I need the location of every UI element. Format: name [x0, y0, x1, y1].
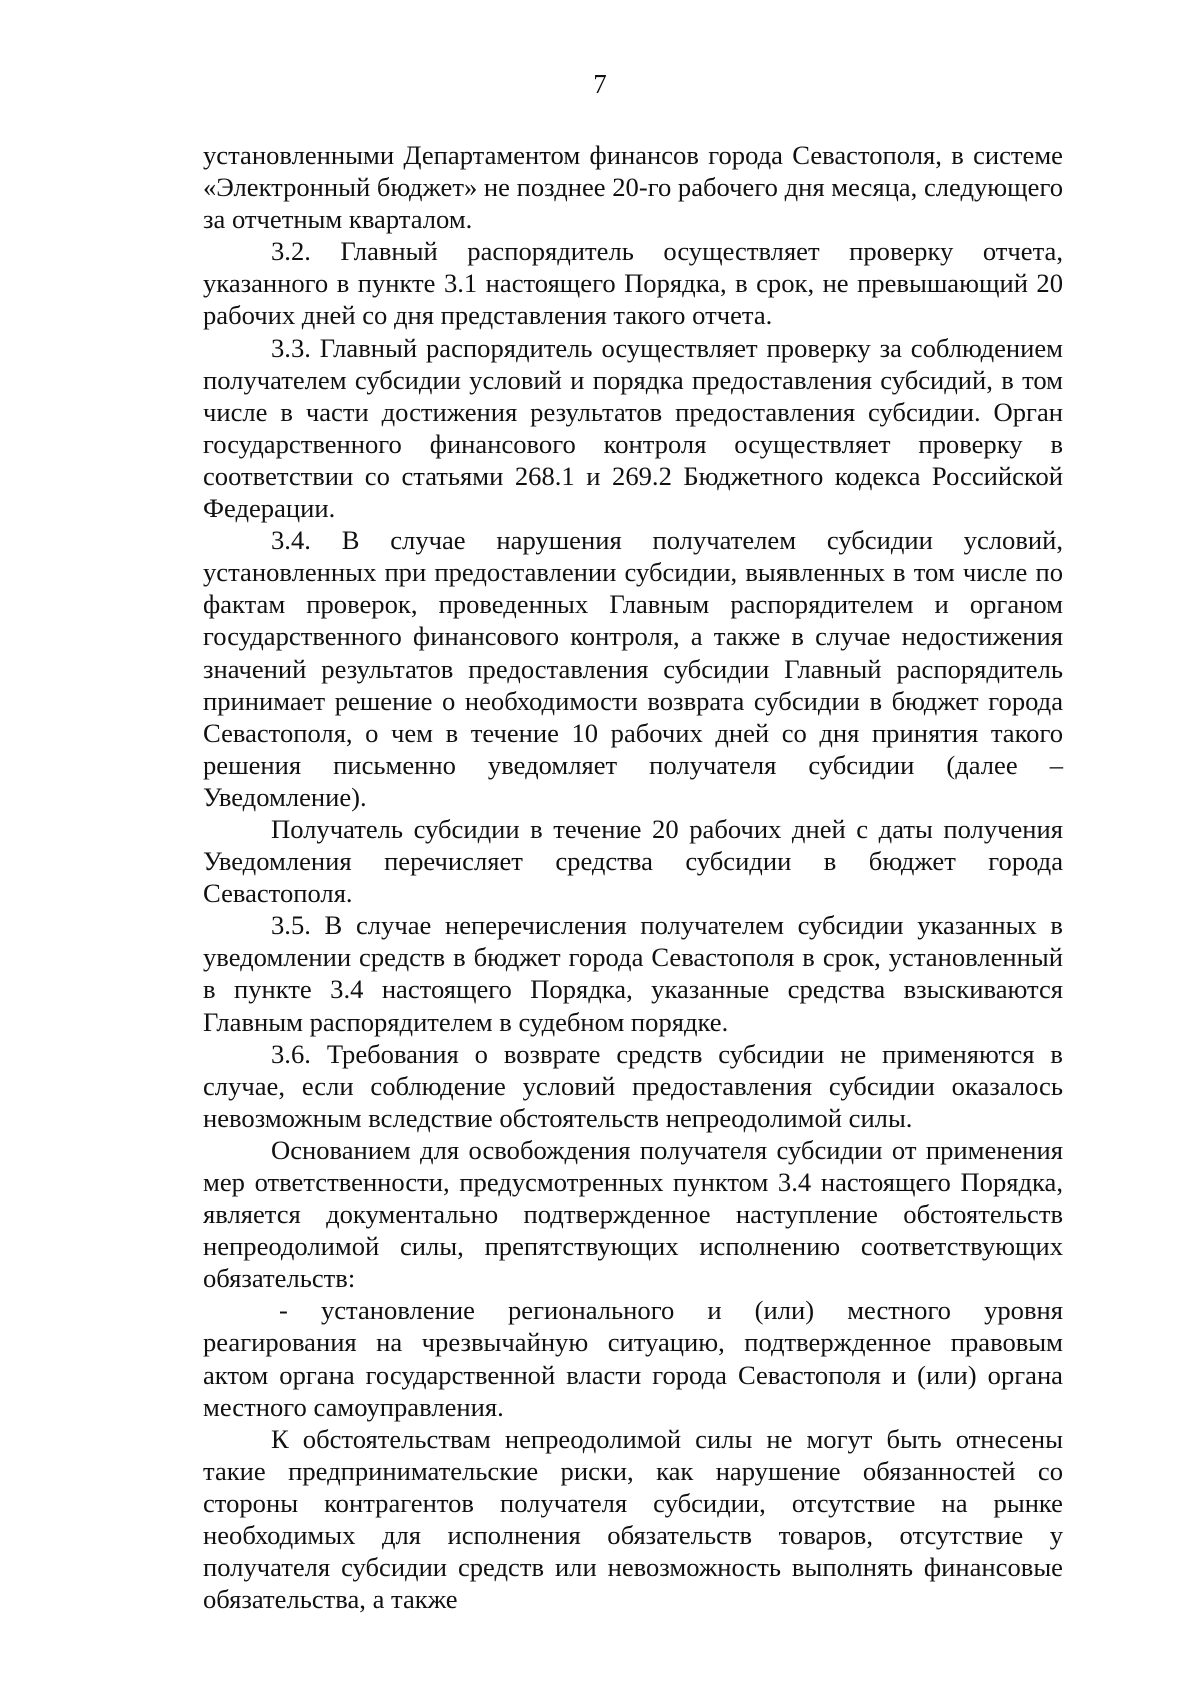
paragraph-3-2: 3.2. Главный распорядитель осуществляет проверку отчета, указанного в пункте 3.1 настоящего Порядка, в срок, не превышающий 20 рабочих дней со дня представления такого отчета.	[203, 236, 1063, 331]
paragraph-force-majeure-exclusions: К обстоятельствам непреодолимой силы не могут быть отнесены такие предпринимательские риски, как нарушение обязанностей со стороны контрагентов получателя субсидии, отсутствие на рынке необходимых для исполнения обязательств товаров, отсутствие у получателя субсидии средств или невозможность выполнять финансовые обязательства, а также	[203, 1423, 1063, 1615]
paragraph-3-6: 3.6. Требования о возврате средств субсидии не применяются в случае, если соблюдение условий предоставления субсидии оказалось невозможным вследствие обстоятельств непреодолимой силы.	[203, 1038, 1063, 1133]
paragraph-continuation: установленными Департаментом финансов города Севастополя, в системе «Электронный бюджет» не позднее 20-го рабочего дня месяца, следующего за отчетным кварталом.	[203, 140, 1063, 235]
paragraph-release-grounds: Основанием для освобождения получателя субсидии от применения мер ответственности, предусмотренных пунктом 3.4 настоящего Порядка, является документально подтвержденное наступление обстоятельств непреодолимой силы, препятствующих исполнению соответствующих обязательств:	[203, 1134, 1063, 1294]
document-body	[203, 139, 1063, 1615]
list-item-emergency-level: - установление регионального и (или) местного уровня реагирования на чрезвычайную ситуацию, подтвержденное правовым актом органа государственной власти города Севастополя и (или) органа местного самоуправления.	[203, 1295, 1063, 1422]
paragraph-refund-deadline: Получатель субсидии в течение 20 рабочих дней с даты получения Уведомления перечисляет средства субсидии в бюджет города Севастополя.	[203, 813, 1063, 909]
paragraph-3-4: 3.4. В случае нарушения получателем субсидии условий, установленных при предоставлении субсидии, выявленных в том числе по фактам проверок, проведенных Главным распорядителем и органом государственного финансового контроля, а также в случае недостижения значений результатов предоставления субсидии Главный распорядитель принимает решение о необходимости возврата субсидии в бюджет города Севастополя, о чем в течение 10 рабочих дней со дня принятия такого решения письменно уведомляет получателя субсидии (далее – Уведомление).	[203, 525, 1063, 812]
paragraph-3-5: 3.5. В случае неперечисления получателем субсидии указанных в уведомлении средств в бюджет города Севастополя в срок, установленный в пункте 3.4 настоящего Порядка, указанные средства взыскиваются Главным распорядителем в судебном порядке.	[203, 910, 1063, 1037]
page-number: 7	[593, 69, 607, 99]
paragraph-3-3: 3.3. Главный распорядитель осуществляет проверку за соблюдением получателем субсидии условий и порядка предоставления субсидий, в том числе в части достижения результатов предоставления субсидии. Орган государственного финансового контроля осуществляет проверку в соответствии со статьями 268.1 и 269.2 Бюджетного кодекса Российской Федерации.	[203, 332, 1063, 524]
